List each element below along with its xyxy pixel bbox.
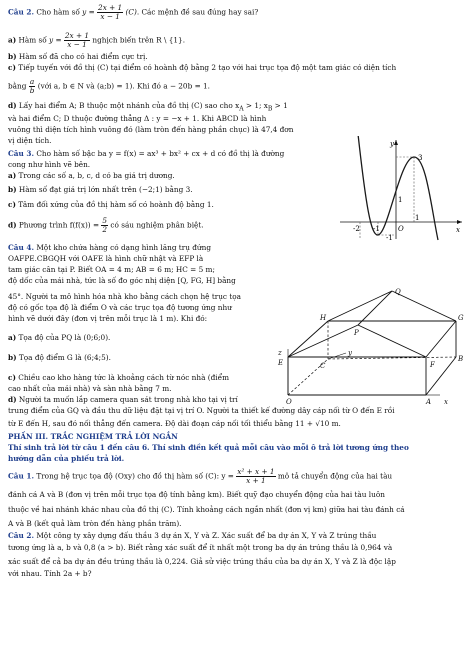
cau4-line2: OAFPE.CBGQH với OAFE là hình chữ nhật và EFP là [8,254,204,263]
cau3-c [8,200,214,209]
label-x: x [444,398,448,406]
section-instructions-2: hướng dẫn của phiếu trả lời. [8,454,125,463]
section-instructions: Thí sinh trả lời từ câu 1 đến câu 6. Thí sinh điền kết quả mỗi câu vào mỗi ô trả lời tương ứng theo [8,443,409,452]
sub-a: A [239,105,244,113]
option-label: b) [8,353,17,362]
edge-GQ [392,291,456,321]
question-label: Câu 4. [8,243,34,252]
cau4-line3: tam giác cân tại P. Biết OA = 4 m; AB = 6 m; HC = 5 m; [8,265,215,274]
option-label: d) [8,101,17,110]
cau3-b [8,185,193,194]
cubic-graph [338,136,466,242]
label-C: C [320,362,326,370]
option-text: Hàm số đã cho có hai điểm cực trị. [18,52,148,61]
question-label: Câu 2. [8,531,34,540]
cau2-intro [8,4,258,21]
edge-HQ [328,291,392,321]
p3-cau1-line2: đánh cá A và B (đơn vị trên mỗi trục tọa độ tính bằng km). Biết quỹ đạo chuyển động của hai tàu luôn [8,490,385,499]
cau4-a [8,333,110,342]
option-text: Chiều cao kho hàng tức là khoảng cách từ nóc nhà (điểm [18,373,229,382]
intro-post: . Các mệnh đề sau đúng hay sai? [136,7,259,17]
warehouse-figure [268,287,468,407]
y-label: y [390,140,394,148]
option-label: a) [8,171,17,180]
cau4-line1 [8,243,211,252]
p3-cau2-line1 [8,531,376,540]
question-label: Câu 1. [8,471,34,481]
edge-FG [426,321,456,357]
label-Q: Q [395,288,401,296]
tick-label-1y: 1 [398,196,403,204]
option-text: > 1; x [243,101,268,110]
cau2-c-line2 [8,78,210,95]
cau3-d [8,217,204,234]
option-label: a) [8,35,17,45]
option-text: Người ta muốn lắp camera quan sát trong nhà kho tại vị trí [18,395,238,404]
label-E: E [278,359,284,367]
option-label: c) [8,63,16,72]
option-label: c) [8,200,16,209]
option-text: có sáu nghiệm phân biệt. [110,220,204,230]
option-label: b) [8,185,17,194]
tick-label-m1y: -1 [386,234,393,242]
intro-text: mô tả chuyển động của hai tàu [277,471,393,481]
p3-cau1-line3: thuộc về hai nhánh khác nhau của đồ thị (C). Tính khoảng cách ngắn nhất (đơn vị km) giữa hai tàu đánh cá [8,505,405,514]
intro-text: Một kho chứa hàng có dạng hình lăng trụ đứng [36,243,211,252]
p3-cau2-line4: với nhau. Tính 2a + b? [8,569,92,578]
intro-text: Cho hàm số [36,7,80,17]
sub-b: B [267,105,273,113]
cau4-d-line2: trung điểm của GQ và đầu thu dữ liệu đặt tại vị trí O. Người ta thiết kế đường dây cáp nối từ O đến E rồi [8,406,395,415]
p3-cau2-line2: tương ứng là a, b và 0,8 (a > b). Biết rằng xác suất để ít nhất một trong ba dự án trúng thầu là 0,964 và [8,543,393,552]
option-text: Trong các số a, b, c, d có ba giá trị dương. [18,171,175,180]
func-name: (C) [125,7,137,17]
cau2-a [8,32,185,49]
option-text: Tọa độ điểm G là (6;4;5). [18,353,111,362]
tick-label-1x: 1 [415,214,420,222]
cau4-c [8,373,229,382]
five-halves-fraction: $\frac{5}{2}$ [102,216,108,234]
intro-text: Cho hàm số bậc ba y = f(x) = ax³ + bx² + cx + d có đồ thị là đường [36,149,285,158]
cau4-line6: độ có gốc tọa độ là điểm O và các trục tọa độ tương ứng như [8,303,232,312]
cau4-line7: hình vẽ dưới đây (đơn vị trên mỗi trục là 1 m). Khi đó: [8,314,208,323]
func-lhs: y = [49,35,62,45]
intro-text: Trong hệ trục tọa độ (Oxy) cho đồ thị hàm số (C): y = [36,471,234,481]
tick-label-m1x: -1 [373,225,380,233]
option-text: Hàm số [18,35,47,45]
label-B: B [458,355,464,363]
x-label: x [456,226,460,234]
cau3-intro [8,149,284,158]
option-label: c) [8,373,16,382]
option-label: a) [8,333,17,342]
option-label: d) [8,395,17,404]
rational-fraction: $\frac{\text{x² + x + 1}}{x + 1}$ [237,467,275,485]
option-label: d) [8,220,17,230]
label-y: y [348,349,352,357]
label-F: F [430,361,435,369]
label-z: z [278,349,282,357]
tick-label-m2: -2 [353,225,360,233]
y-axis-3d [328,353,346,359]
cau2-c [8,63,396,72]
cau4-d-line3: từ E đến H, sau đó nối thẳng đến camera. Độ dài đoạn cáp nối tối thiểu bằng 11 + √10 m. [8,419,341,428]
edge-PQ [358,291,392,325]
edge-EH [288,321,328,357]
cau2-d [8,101,288,113]
option-text: Tiếp tuyến với đồ thị (C) tại điểm có hoành độ bằng 2 tạo với hai trục tọa độ một tam giác có diện tích [18,63,397,72]
cau4-line4: độ dốc của mái nhà, tức là số đo góc nhị diện [Q, FG, H] bằng [8,276,236,285]
intro-text: Một công ty xây dựng đấu thầu 3 dự án X, Y và Z. Xác suất để ba dự án X, Y và Z trúng thầu [36,531,377,540]
p3-cau1-line1 [8,468,392,485]
cau2-d-line3: vuông thì diện tích hình vuông đó (làm tròn đến hàng phần chục) là 47,4 đơn [8,125,294,134]
label-P: P [354,329,359,337]
section-title: PHẦN III. TRẮC NGHIỆM TRẢ LỜI NGẮN [8,432,178,441]
origin-label: O [398,225,404,233]
option-text: Tọa độ của PQ là (0;6;0). [18,333,111,342]
cau4-d [8,395,238,404]
cau2-b [8,52,148,61]
cau3-intro-2: cong như hình vẽ bên. [8,160,91,169]
func-lhs: y = [82,7,95,17]
cau2-d-line4: vị diện tích. [8,136,52,145]
option-text: Hàm số đạt giá trị lớn nhất trên (−2;1) bằng 3. [18,185,193,194]
option-text: Tâm đối xứng của đồ thị hàm số có hoành độ bằng 1. [18,200,214,209]
label-G: G [458,314,464,322]
func-fraction: $\frac{2x + 1}{x - 1}$ [64,31,90,49]
question-label: Câu 3. [8,149,34,158]
question-label: Câu 2. [8,7,34,17]
option-text: > 1 [272,101,288,110]
func-fraction: $\frac{2x + 1}{x - 1}$ [98,3,123,21]
y-axis-arrow [394,140,398,145]
option-text: Phương trình f(f(x)) = [18,220,100,230]
cau4-c-line2: cao nhất của mái nhà) và sàn nhà bằng 7 m. [8,384,172,393]
cau3-a [8,171,175,180]
x-axis-arrow [457,220,462,224]
option-text: bằng [8,81,27,91]
ab-fraction: $\frac{a}{b}$ [29,77,35,95]
option-text: nghịch biến trên R \ {1}. [92,35,186,45]
p3-cau1-line4: A và B (kết quả làm tròn đến hàng phần trăm). [8,519,182,528]
option-text: (với a, b ∈ N và (a;b) = 1). Khi đó a − 20b = 1. [37,81,210,91]
cau4-b [8,353,111,362]
cau2-d-line2: và hai điểm C; D thuộc đường thẳng Δ : y = −x + 1. Khi ABCD là hình [8,114,267,123]
option-label: b) [8,52,17,61]
label-A: A [426,398,432,406]
option-text: Lấy hai điểm A; B thuộc một nhánh của đồ thị (C) sao cho x [18,101,240,110]
p3-cau2-line3: xác suất để cả ba dự án đều trúng thầu là 0,224. Giả sử việc trúng thầu của ba dự án X, Y và Z là độc lập [8,557,396,566]
edge-FP [358,325,426,357]
label-H: H [320,314,327,322]
cau4-line5: 45°. Người ta mô hình hóa nhà kho bằng cách chọn hệ trục tọa [8,292,242,301]
label-O: O [286,398,292,406]
tick-label-3: 3 [418,154,423,162]
